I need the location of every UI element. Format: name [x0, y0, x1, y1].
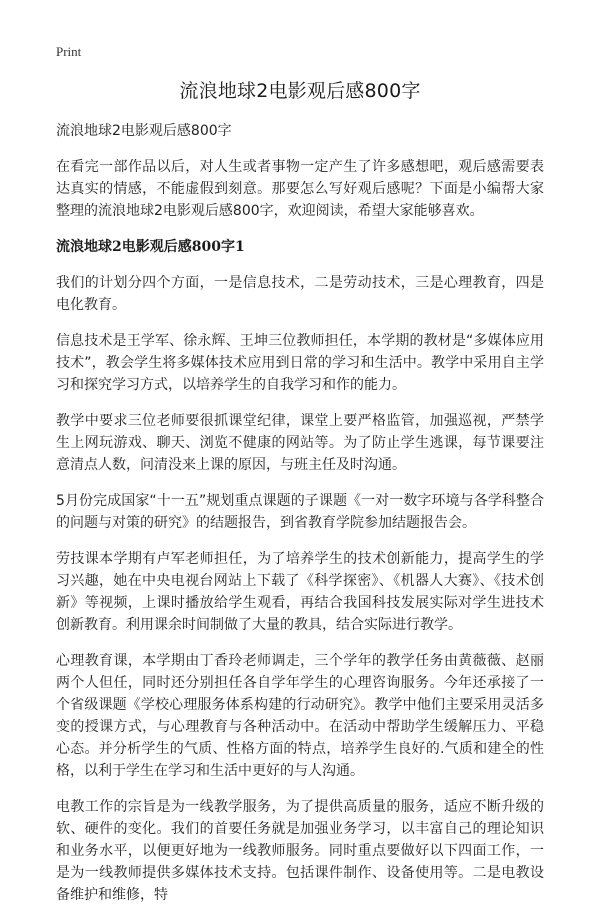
body-paragraph: 劳技课本学期有卢军老师担任，为了培养学生的技术创新能力，提高学生的学习兴趣，她在中央电视台网站上下载了《科学探密》、《机器人大赛》、《技术创新》等视频，上课时播放给学生观看，再结合我国科技发展实际对学生进技术创新教育。利用课余时间制做了大量的教具，结合实际进行教学。 — [56, 551, 544, 633]
body-paragraph: 信息技术是王学军、徐永辉、王坤三位教师担任，本学期的教材是“多媒体应用技术”，教会学生将多媒体技术应用到日常的学习和生活中。教学中采用自主学习和探究学习方式，以培养学生的自我学习和作的能力。 — [56, 333, 544, 393]
page-title: 流浪地球2电影观后感800字 — [179, 80, 421, 102]
body-paragraph: 电教工作的宗旨是为一线教学服务，为了提供高质量的服务，适应不断升级的软、硬件的变化。我们的首要任务就是加强业务学习，以丰富自己的理论知识和业务水平，以便更好地为一线教师服务。同时重点要做好以下四面工作，一是为一线教师提供多媒体技术支持。包括课件制作、设备使用等。二是电教设备维护和维修，特 — [56, 799, 544, 903]
body-paragraph: 5月份完成国家“十一五”规划重点课题的子课题《一对一数字环境与各学科整合的问题与对策的研究》的结题报告，到省教育学院参加结题报告会。 — [56, 493, 544, 531]
intro-paragraph: 在看完一部作品以后，对人生或者事物一定产生了许多感想吧，观后感需要表达真实的情感，不能虚假到刻意。那要怎么写好观后感呢？下面是小编帮大家整理的流浪地球2电影观后感800字，欢迎阅读，希望大家能够喜欢。 — [56, 159, 544, 219]
body-paragraph: 心理教育课，本学期由丁香玲老师调走，三个学年的教学任务由黄薇薇、赵丽两个人但任，同时还分别担任各自学年学生的心理咨询服务。今年还承接了一个省级课题《学校心理服务体系构建的行动研究》。教学中他们主要采用灵活多变的授课方式，与心理教育与各种活动中。在活动中帮助学生缓解压力、平稳心态。并分析学生的气质、性格方面的特点，培养学生良好的.气质和建全的性格，以利于学生在学习和生活中更好的与人沟通。 — [56, 653, 544, 779]
body-paragraph: 教学中要求三位老师要很抓课堂纪律，课堂上要严格监管，加强巡视，严禁学生上网玩游戏、聊天、浏览不健康的网站等。为了防止学生逃课，每节课要注意清点人数，问清没来上课的原因，与班主任及时沟通。 — [56, 413, 544, 473]
body-paragraph: 我们的计划分四个方面，一是信息技术，二是劳动技术，三是心理教育，四是电化教育。 — [56, 275, 544, 313]
section-heading: 流浪地球2电影观后感800字1 — [56, 239, 245, 255]
article-body — [56, 120, 544, 920]
print-label: Print — [56, 44, 82, 59]
article-subtitle: 流浪地球2电影观后感800字 — [56, 123, 232, 139]
